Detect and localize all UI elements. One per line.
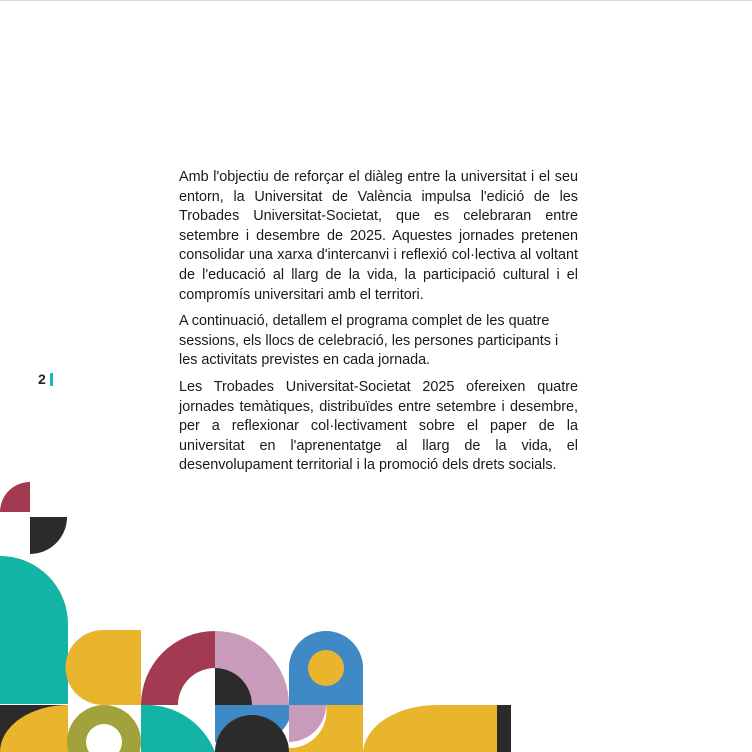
black-quarter-shape bbox=[30, 517, 67, 554]
page-number-value: 2 bbox=[38, 371, 46, 387]
yellow-circle-shape bbox=[308, 650, 344, 686]
yellow-rounded-block bbox=[66, 630, 142, 705]
paragraph-sessions: Les Trobades Universitat-Societat 2025 ofereixen quatre jornades temàtiques, distribuïdes entre setembre i desembre, per a reflexionar col·lectivament sobre el paper de la universitat en l'aprenentatge al llarg de la vida, el desenvolupament territorial i la promoció dels drets socials. bbox=[179, 378, 578, 474]
black-edge-strip bbox=[497, 705, 511, 752]
teal-large-shape bbox=[0, 556, 68, 704]
teal-bottom-shape bbox=[141, 705, 215, 752]
paragraph-program: A continuació, detallem el programa complet de les quatre sessions, els llocs de celebració, les persones participants i les activitats previstes en cada jornada. bbox=[179, 313, 559, 369]
maroon-quarter-shape bbox=[0, 482, 30, 512]
yellow-wide-shape bbox=[363, 705, 511, 752]
paragraph-intro: Amb l'objectiu de reforçar el diàleg entre la universitat i el seu entorn, la Universitat de València impulsa l'edició de les Trobades Universitat-Societat, que es celebraran entre setembre i desembre de 2025. Aquestes jornades pretenen consolidar una xarxa d'intercanvi i reflexió col·lectiva al voltant de l'educació al llarg de la vida, la participació cultural i el compromís universitari amb el territori. bbox=[179, 169, 578, 303]
maroon-arch-shape bbox=[141, 631, 215, 705]
